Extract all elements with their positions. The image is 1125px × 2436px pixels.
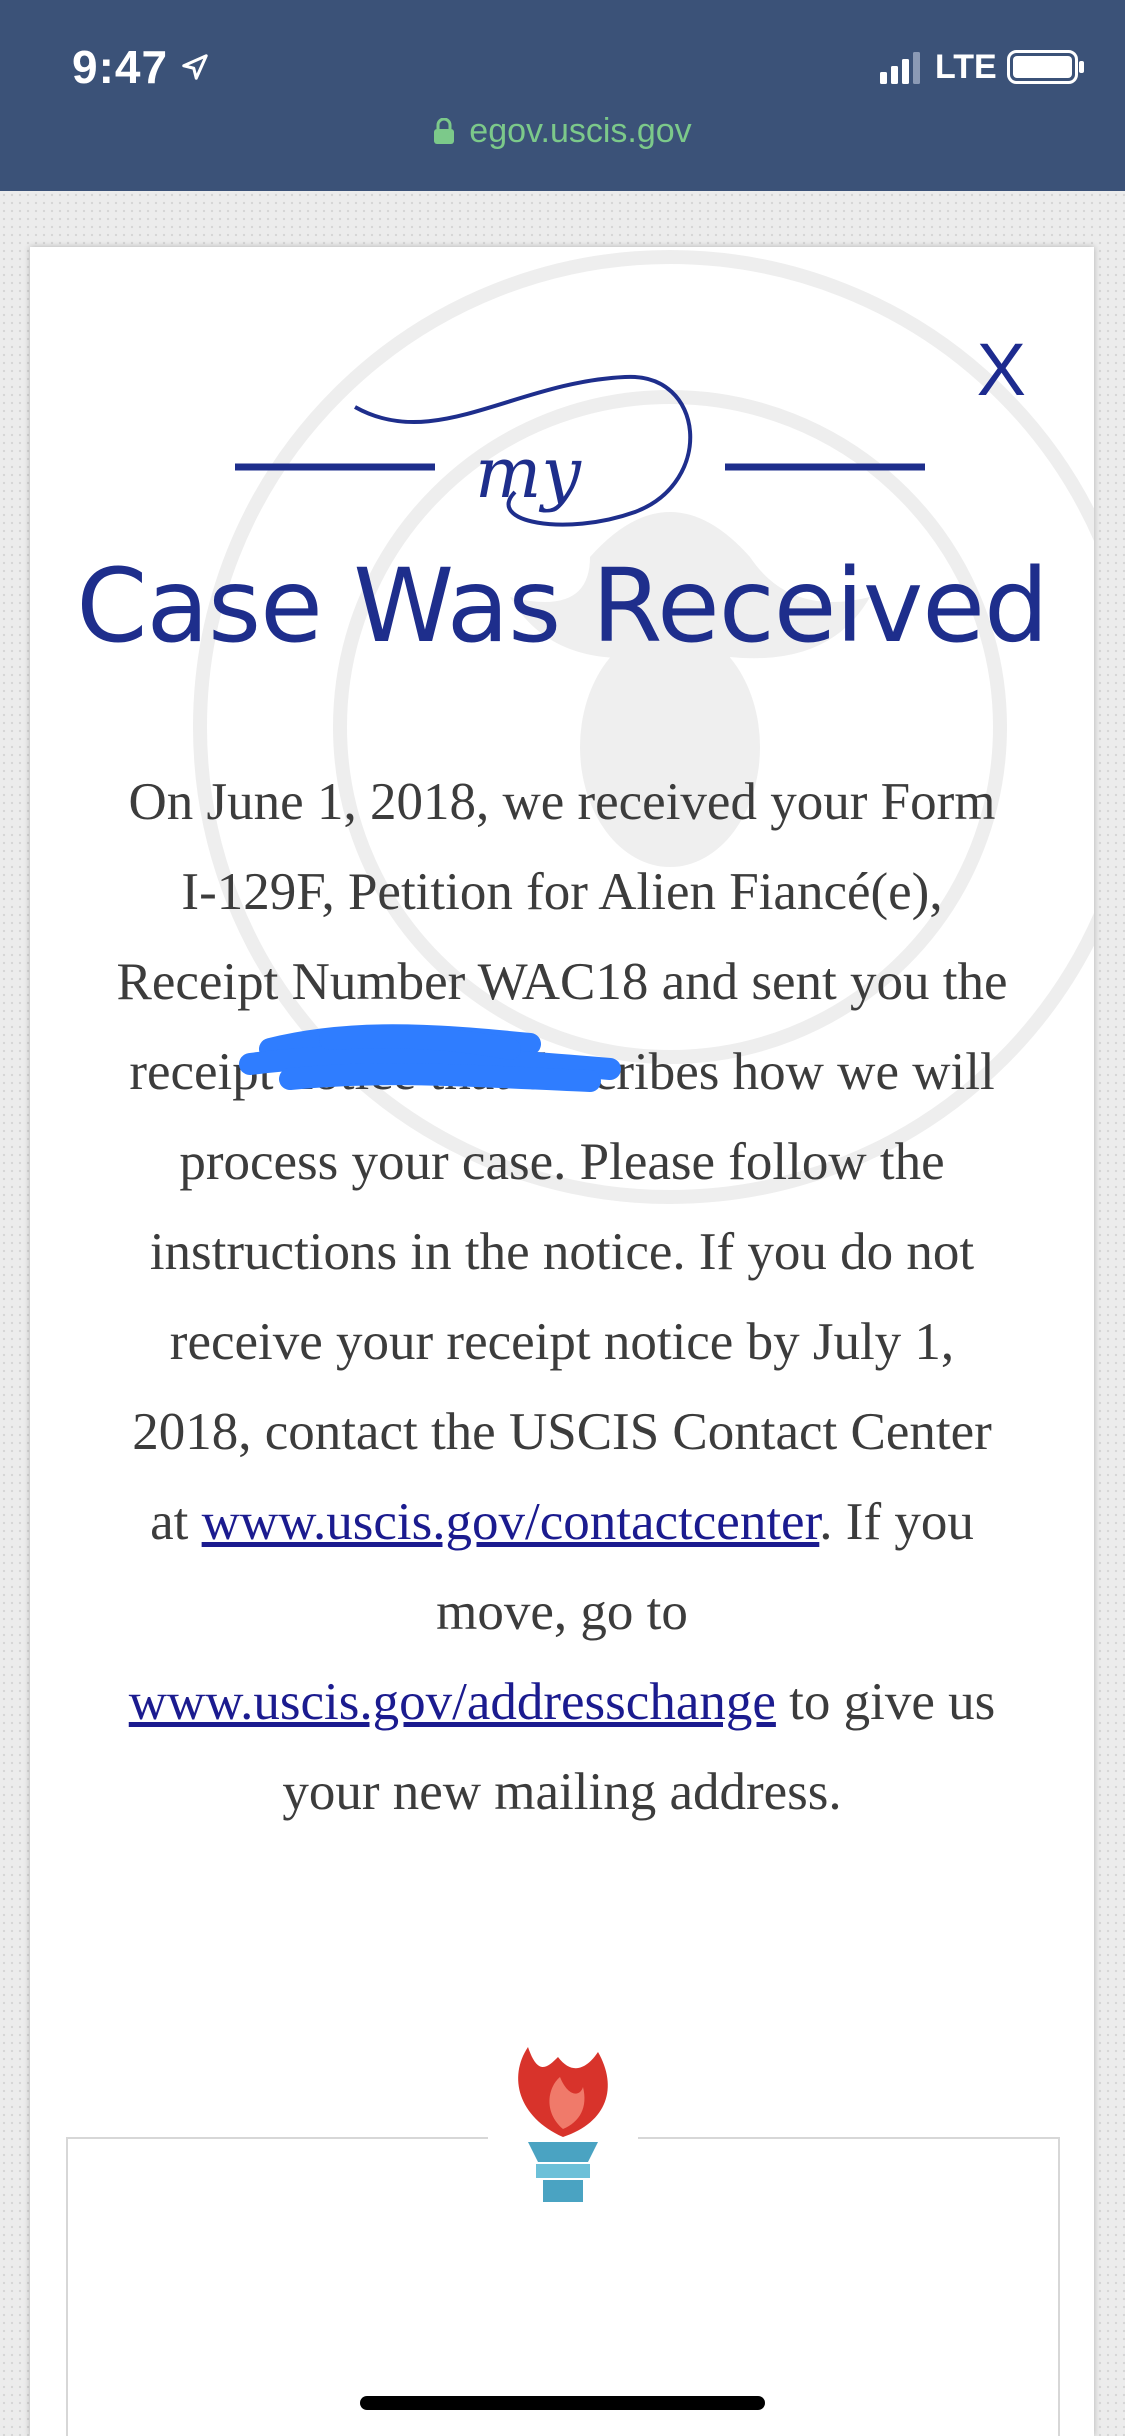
status-time: 9:47 <box>72 41 169 93</box>
signal-strength-icon <box>880 52 922 84</box>
case-status-message <box>115 757 1009 1837</box>
message-part-1: On June 1, 2018, we received your Form I-129F, Petition for Alien Fiancé(e), Receipt Number WAC18 <box>116 773 996 1011</box>
top-bar <box>0 0 1125 191</box>
location-arrow-icon <box>180 52 210 82</box>
home-indicator[interactable] <box>360 2396 765 2410</box>
carrier-label: LTE <box>935 48 997 86</box>
battery-icon <box>1007 50 1085 84</box>
case-status-card <box>30 247 1094 2436</box>
message-part-4: to give us your new mailing address. <box>282 1673 996 1821</box>
my-case-logo <box>235 372 925 552</box>
lock-icon <box>433 118 455 144</box>
message-part-3: . If you move, go to <box>436 1493 974 1641</box>
case-status-title: Case Was Received <box>76 547 1048 666</box>
url-text: egov.uscis.gov <box>469 112 692 150</box>
redaction-scribble <box>230 1019 650 1099</box>
logo-text: my <box>475 432 581 514</box>
address-change-link[interactable]: www.uscis.gov/addresschange <box>128 1673 776 1731</box>
torch-icon <box>488 2037 638 2207</box>
url-bar[interactable] <box>0 112 1125 151</box>
close-button[interactable]: X <box>976 328 1026 411</box>
message-part-2: and sent you the receipt notice that describes how we will process your case. Please follow the instructions in the notice. If you do not receive your receipt notice by July 1, 2018, contact the USCIS Contact Center at <box>129 953 1008 1551</box>
contact-center-link[interactable]: www.uscis.gov/contactcenter <box>201 1493 820 1551</box>
